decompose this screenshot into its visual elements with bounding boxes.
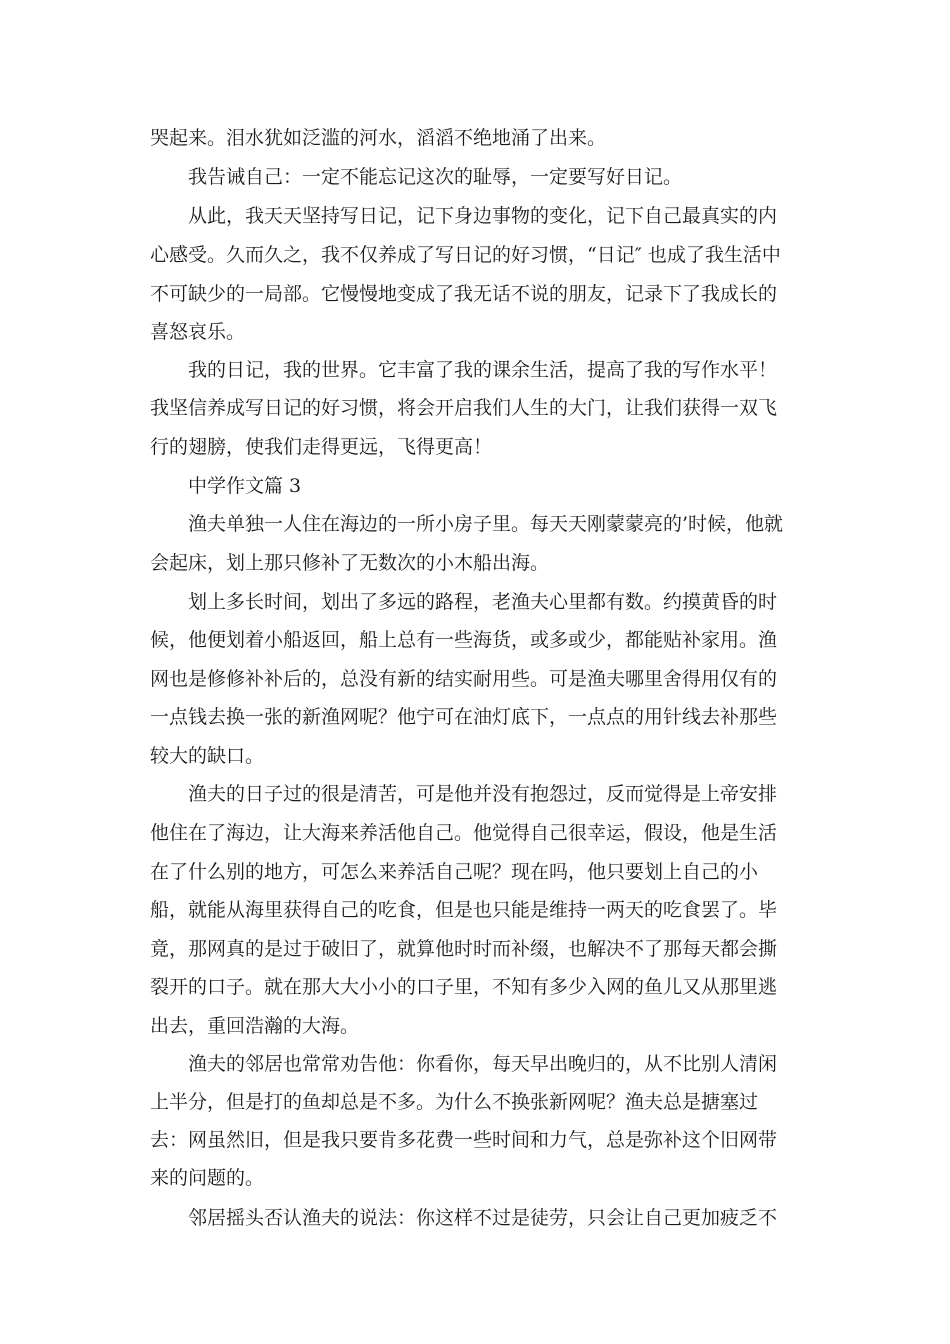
- text-line: 在了什么别的地方，可怎么来养活自己呢？现在吗，他只要划上自己的小: [150, 861, 759, 883]
- section-heading: 中学作文篇 3: [188, 475, 302, 497]
- text-line: 行的翅膀，使我们走得更远，飞得更高！: [150, 436, 493, 458]
- text-line: 去：网虽然旧，但是我只要肯多花费一些时间和力气，总是弥补这个旧网带: [150, 1129, 778, 1151]
- text-line: 船，就能从海里获得自己的吃食，但是也只能是维持一两天的吃食罢了。毕: [150, 899, 778, 921]
- text-line: 我的日记，我的世界。它丰富了我的课余生活，提高了我的写作水平！: [188, 359, 778, 381]
- text-line: 一点钱去换一张的新渔网呢？他宁可在油灯底下，一点点的用针线去补那些: [150, 706, 778, 728]
- text-line: 哭起来。泪水犹如泛滥的河水，滔滔不绝地涌了出来。: [150, 127, 607, 149]
- text-line: 喜怒哀乐。: [150, 321, 246, 343]
- text-line: 不可缺少的一局部。它慢慢地变成了我无话不说的朋友，记录下了我成长的: [150, 283, 778, 305]
- text-line: 划上多长时间，划出了多远的路程，老渔夫心里都有数。约摸黄昏的时: [188, 591, 778, 613]
- text-line: 竟，那网真的是过于破旧了，就算他时时而补缀，也解决不了那每天都会撕: [150, 938, 778, 960]
- text-line: 网也是修修补补后的，总没有新的结实耐用些。可是渔夫哪里舍得用仅有的: [150, 668, 778, 690]
- text-line: 来的问题的。: [150, 1167, 265, 1189]
- text-line: 我告诫自己：一定不能忘记这次的耻辱，一定要写好日记。: [188, 166, 683, 188]
- text-line: 出去，重回浩瀚的大海。: [150, 1015, 360, 1037]
- text-line: 较大的缺口。: [150, 745, 265, 767]
- text-line: 从此，我天天坚持写日记，记下身边事物的变化，记下自己最真实的内: [188, 205, 778, 227]
- text-line: 渔夫的邻居也常常劝告他：你看你，每天早出晚归的，从不比别人清闲: [188, 1053, 778, 1075]
- text-line: 心感受。久而久之，我不仅养成了写日记的好习惯，“日记″ 也成了我生活中: [150, 244, 781, 266]
- text-line: 渔夫单独一人住在海边的一所小房子里。每天天刚蒙蒙亮的’时候，他就: [188, 513, 784, 535]
- text-line: 邻居摇头否认渔夫的说法：你这样不过是徒劳，只会让自己更加疲乏不: [188, 1207, 778, 1229]
- text-line: 他住在了海边，让大海来养活他自己。他觉得自己很幸运，假设，他是生活: [150, 822, 778, 844]
- text-line: 渔夫的日子过的很是清苦，可是他并没有抱怨过，反而觉得是上帝安排: [188, 783, 778, 805]
- text-line: 候，他便划着小船返回，船上总有一些海货，或多或少，都能贴补家用。渔: [150, 629, 778, 651]
- text-line: 裂开的口子。就在那大大小小的口子里，不知有多少入网的鱼儿又从那里逃: [150, 976, 778, 998]
- text-line: 我坚信养成写日记的好习惯，将会开启我们人生的大门，让我们获得一双飞: [150, 397, 778, 419]
- text-line: 上半分，但是打的鱼却总是不多。为什么不换张新网呢？渔夫总是搪塞过: [150, 1091, 759, 1113]
- text-line: 会起床，划上那只修补了无数次的小木船出海。: [150, 552, 550, 574]
